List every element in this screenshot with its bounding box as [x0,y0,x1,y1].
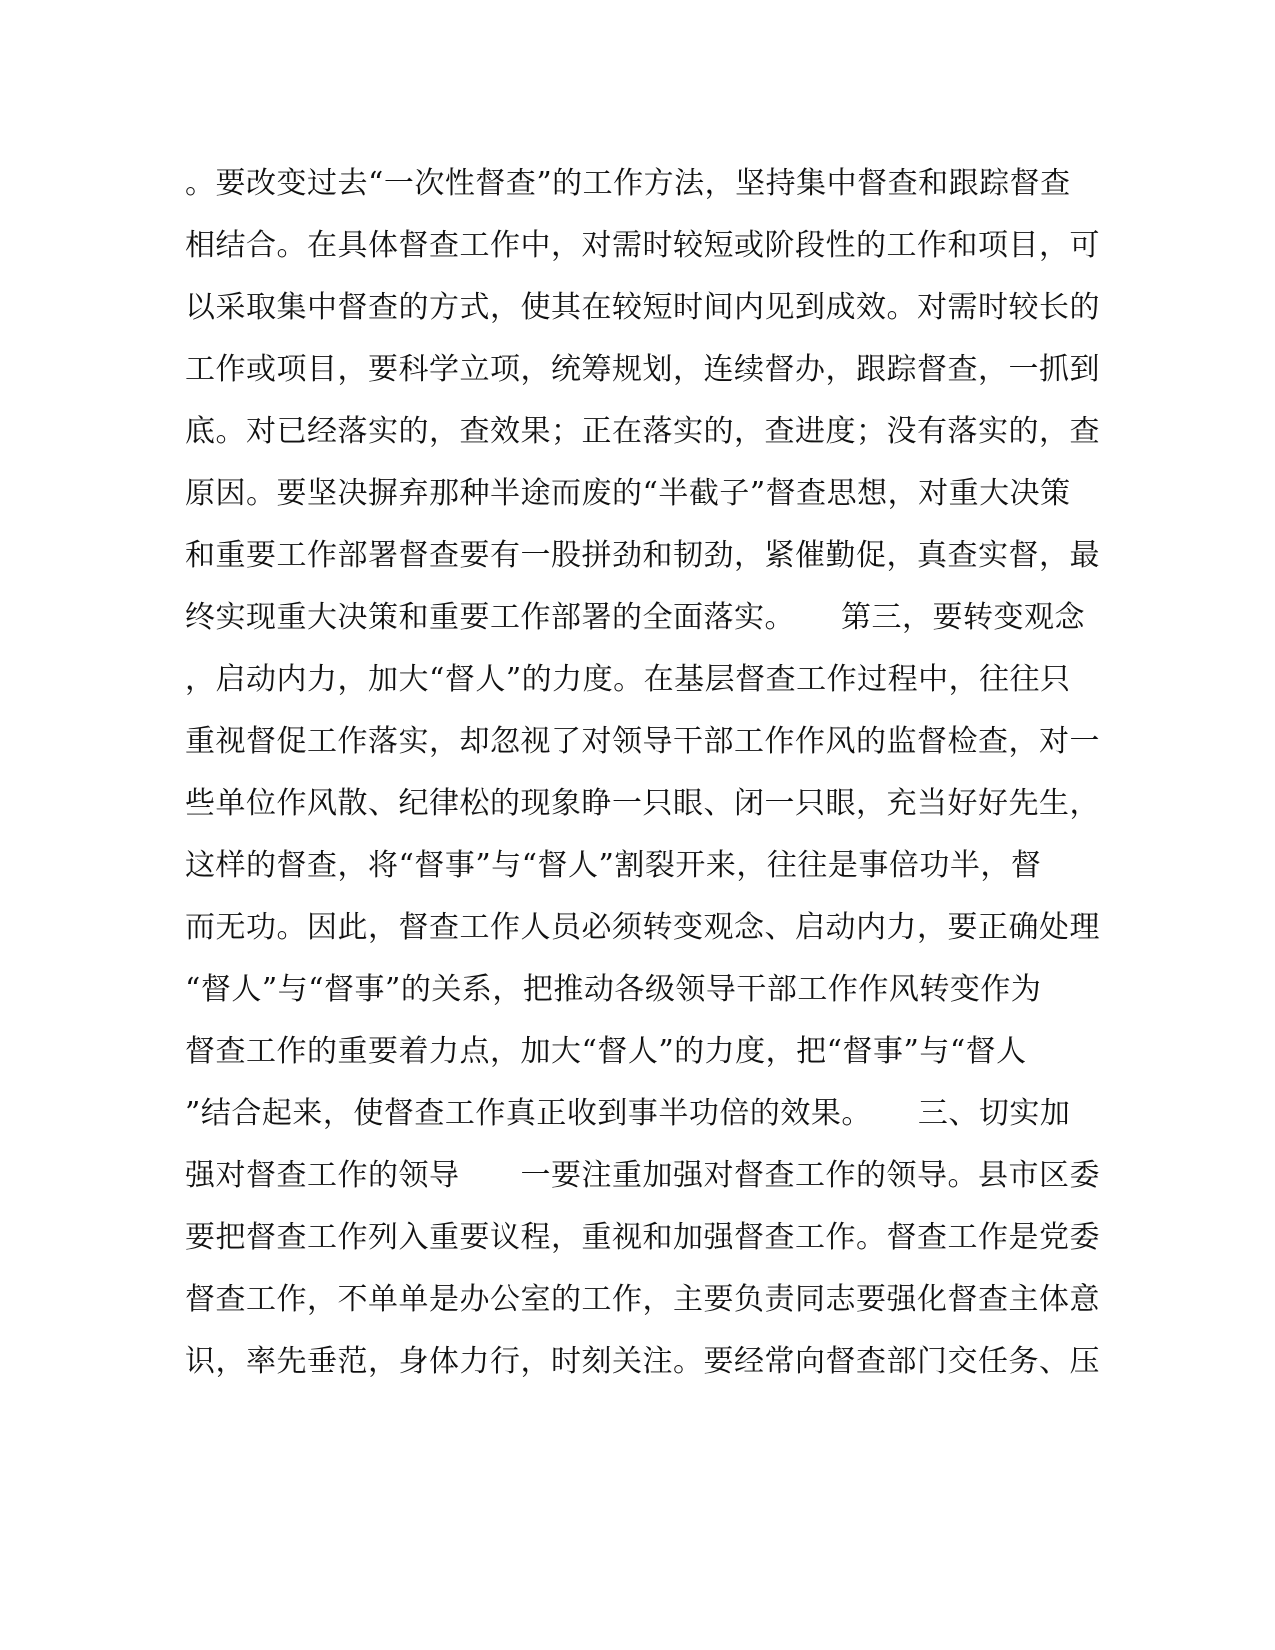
text-line-14: “督人”与“督事”的关系，把推动各级领导干部工作作风转变作为 [185,972,1042,1007]
text-line-18: 要把督查工作列入重要议程，重视和加强督查工作。督查工作是党委 [185,1220,1100,1255]
text-line-10: 重视督促工作落实，却忽视了对领导干部工作作风的监督检查，对一 [185,724,1100,759]
text-line-1: 。要改变过去“一次性督查”的工作方法，坚持集中督查和跟踪督查 [185,166,1071,201]
text-line-4: 工作或项目，要科学立项，统筹规划，连续督办，跟踪督查，一抓到 [185,352,1100,387]
text-line-5: 底。对已经落实的，查效果；正在落实的，查进度；没有落实的，查 [185,414,1100,449]
text-line-16: ”结合起来，使督查工作真正收到事半功倍的效果。 三、切实加 [185,1096,1071,1131]
text-line-2: 相结合。在具体督查工作中，对需时较短或阶段性的工作和项目，可 [185,228,1100,263]
text-line-19: 督查工作，不单单是办公室的工作，主要负责同志要强化督查主体意 [185,1282,1100,1317]
body-text [185,153,1100,1393]
text-line-6: 原因。要坚决摒弃那种半途而废的“半截子”督查思想，对重大决策 [185,476,1071,511]
text-line-15: 督查工作的重要着力点，加大“督人”的力度，把“督事”与“督人 [185,1034,1027,1069]
text-line-13: 而无功。因此，督查工作人员必须转变观念、启动内力，要正确处理 [185,910,1100,945]
text-line-7: 和重要工作部署督查要有一股拼劲和韧劲，紧催勤促，真查实督，最 [185,538,1100,573]
text-line-17: 强对督查工作的领导 一要注重加强对督查工作的领导。县市区委 [185,1158,1100,1193]
text-line-12: 这样的督查，将“督事”与“督人”割裂开来，往往是事倍功半，督 [185,848,1042,883]
text-line-8: 终实现重大决策和重要工作部署的全面落实。 第三，要转变观念 [185,600,1085,635]
text-line-3: 以采取集中督查的方式，使其在较短时间内见到成效。对需时较长的 [185,290,1100,325]
text-line-9: ，启动内力，加大“督人”的力度。在基层督查工作过程中，往往只 [185,662,1071,697]
text-line-11: 些单位作风散、纪律松的现象睁一只眼、闭一只眼，充当好好先生， [185,786,1100,821]
text-line-20: 识，率先垂范，身体力行，时刻关注。要经常向督查部门交任务、压 [185,1344,1100,1379]
